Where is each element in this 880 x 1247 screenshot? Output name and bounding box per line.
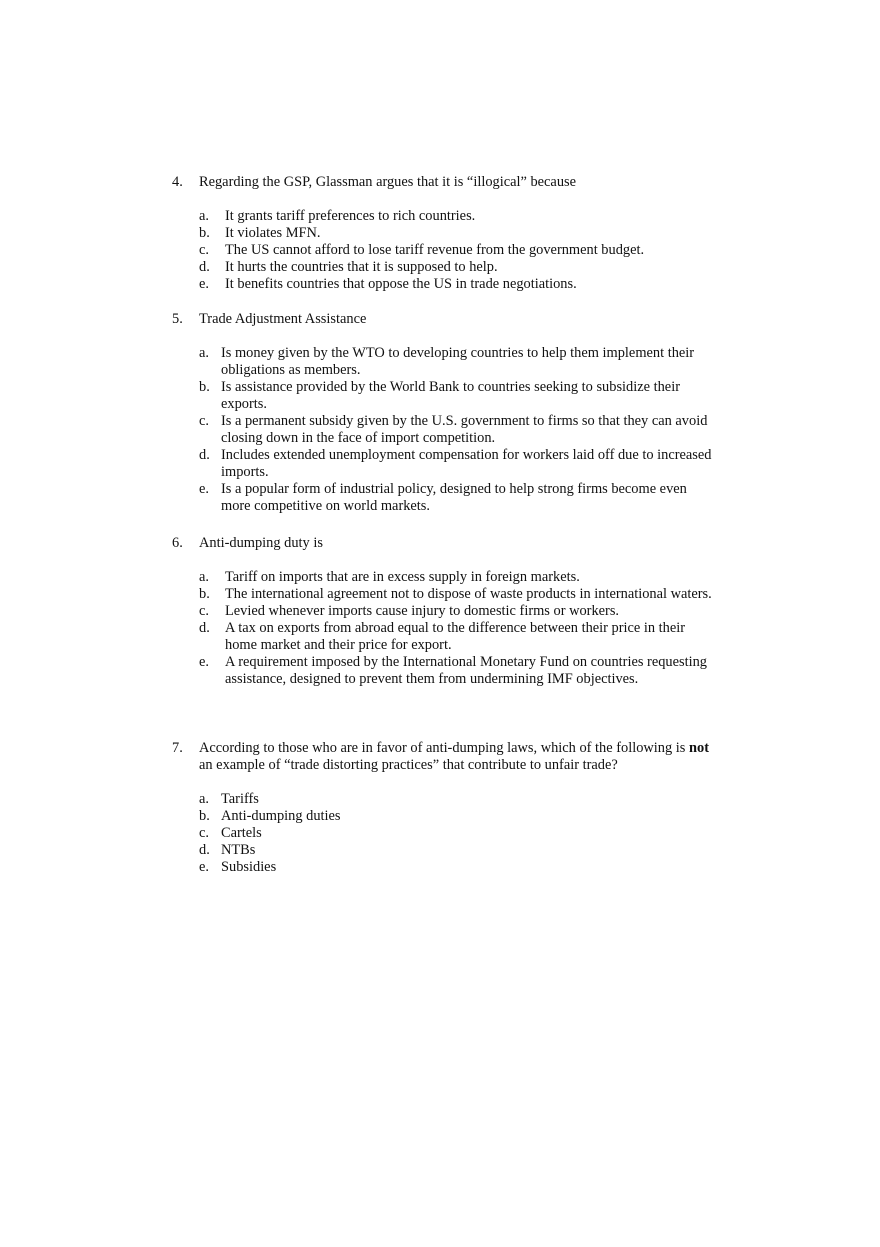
question-text: Regarding the GSP, Glassman argues that it is “illogical” because [199, 174, 577, 190]
option-c [172, 413, 712, 447]
option-letter: c. [199, 825, 209, 841]
option-letter: e. [199, 481, 209, 497]
option-text: A requirement imposed by the International Monetary Fund on countries requesting assistance, designed to prevent them from undermining IMF objectives. [225, 654, 707, 687]
option-c [172, 603, 712, 620]
option-letter: c. [199, 242, 209, 258]
question-text-end: an example of “trade distorting practices” that contribute to unfair trade? [199, 757, 618, 773]
option-a [172, 569, 712, 586]
option-text: Is a permanent subsidy given by the U.S. government to firms so that they can avoid closing down in the face of import competition. [221, 413, 708, 446]
option-text: It grants tariff preferences to rich countries. [225, 208, 476, 224]
option-b [172, 586, 712, 603]
answer-options [172, 345, 712, 515]
question-text: Trade Adjustment Assistance [199, 311, 367, 327]
option-b [172, 379, 712, 413]
option-e [172, 859, 712, 876]
option-text: It benefits countries that oppose the US in trade negotiations. [225, 276, 577, 292]
option-a [172, 208, 712, 225]
option-text: Is assistance provided by the World Bank to countries seeking to subsidize their exports. [221, 379, 680, 412]
question-number: 7. [172, 740, 183, 756]
option-letter: d. [199, 447, 210, 463]
option-d [172, 447, 712, 481]
option-d [172, 842, 712, 859]
option-letter: d. [199, 620, 210, 636]
question-text-start: According to those who are in favor of anti-dumping laws, which of the following is [199, 740, 686, 756]
option-text: Is money given by the WTO to developing countries to help them implement their obligations as members. [221, 345, 695, 378]
option-d [172, 259, 712, 276]
option-letter: d. [199, 842, 210, 858]
question-stem [172, 740, 712, 774]
question-number: 4. [172, 174, 183, 190]
option-letter: e. [199, 859, 209, 875]
question-number: 6. [172, 535, 183, 551]
question-4 [172, 174, 712, 293]
option-text: Cartels [221, 825, 262, 841]
option-text: A tax on exports from abroad equal to the difference between their price in their home market and their price for export. [225, 620, 686, 653]
option-letter: a. [199, 569, 209, 585]
option-letter: a. [199, 345, 209, 361]
question-7 [172, 740, 712, 876]
option-text: It hurts the countries that it is supposed to help. [225, 259, 498, 275]
option-letter: b. [199, 225, 210, 241]
option-text: Tariff on imports that are in excess supply in foreign markets. [225, 569, 580, 585]
option-text: Anti-dumping duties [221, 808, 341, 824]
option-text: The US cannot afford to lose tariff revenue from the government budget. [225, 242, 645, 258]
option-b [172, 808, 712, 825]
option-d [172, 620, 712, 654]
question-5 [172, 311, 712, 515]
option-text: Is a popular form of industrial policy, designed to help strong firms become even more competitive on world markets. [221, 481, 687, 514]
option-a [172, 345, 712, 379]
question-6 [172, 535, 712, 688]
answer-options [172, 208, 712, 293]
option-text: Includes extended unemployment compensation for workers laid off due to increased imports. [221, 447, 712, 480]
option-c [172, 825, 712, 842]
question-stem [172, 174, 712, 191]
option-c [172, 242, 712, 259]
option-letter: e. [199, 276, 209, 292]
option-e [172, 481, 712, 515]
option-text: It violates MFN. [225, 225, 321, 241]
option-letter: b. [199, 379, 210, 395]
option-letter: a. [199, 208, 209, 224]
option-letter: a. [199, 791, 209, 807]
option-b [172, 225, 712, 242]
option-letter: d. [199, 259, 210, 275]
answer-options [172, 791, 712, 876]
option-e [172, 276, 712, 293]
option-text: Tariffs [221, 791, 259, 807]
option-text: Subsidies [221, 859, 277, 875]
option-e [172, 654, 712, 688]
question-stem [172, 311, 712, 328]
answer-options [172, 569, 712, 688]
question-stem [172, 535, 712, 552]
question-number: 5. [172, 311, 183, 327]
option-text: NTBs [221, 842, 256, 858]
question-text-emphasis: not [689, 740, 709, 756]
question-text: Anti-dumping duty is [199, 535, 323, 551]
option-text: The international agreement not to dispose of waste products in international waters. [225, 586, 712, 602]
option-a [172, 791, 712, 808]
option-letter: b. [199, 586, 210, 602]
option-text: Levied whenever imports cause injury to domestic firms or workers. [225, 603, 620, 619]
option-letter: b. [199, 808, 210, 824]
option-letter: e. [199, 654, 209, 670]
option-letter: c. [199, 603, 209, 619]
option-letter: c. [199, 413, 209, 429]
